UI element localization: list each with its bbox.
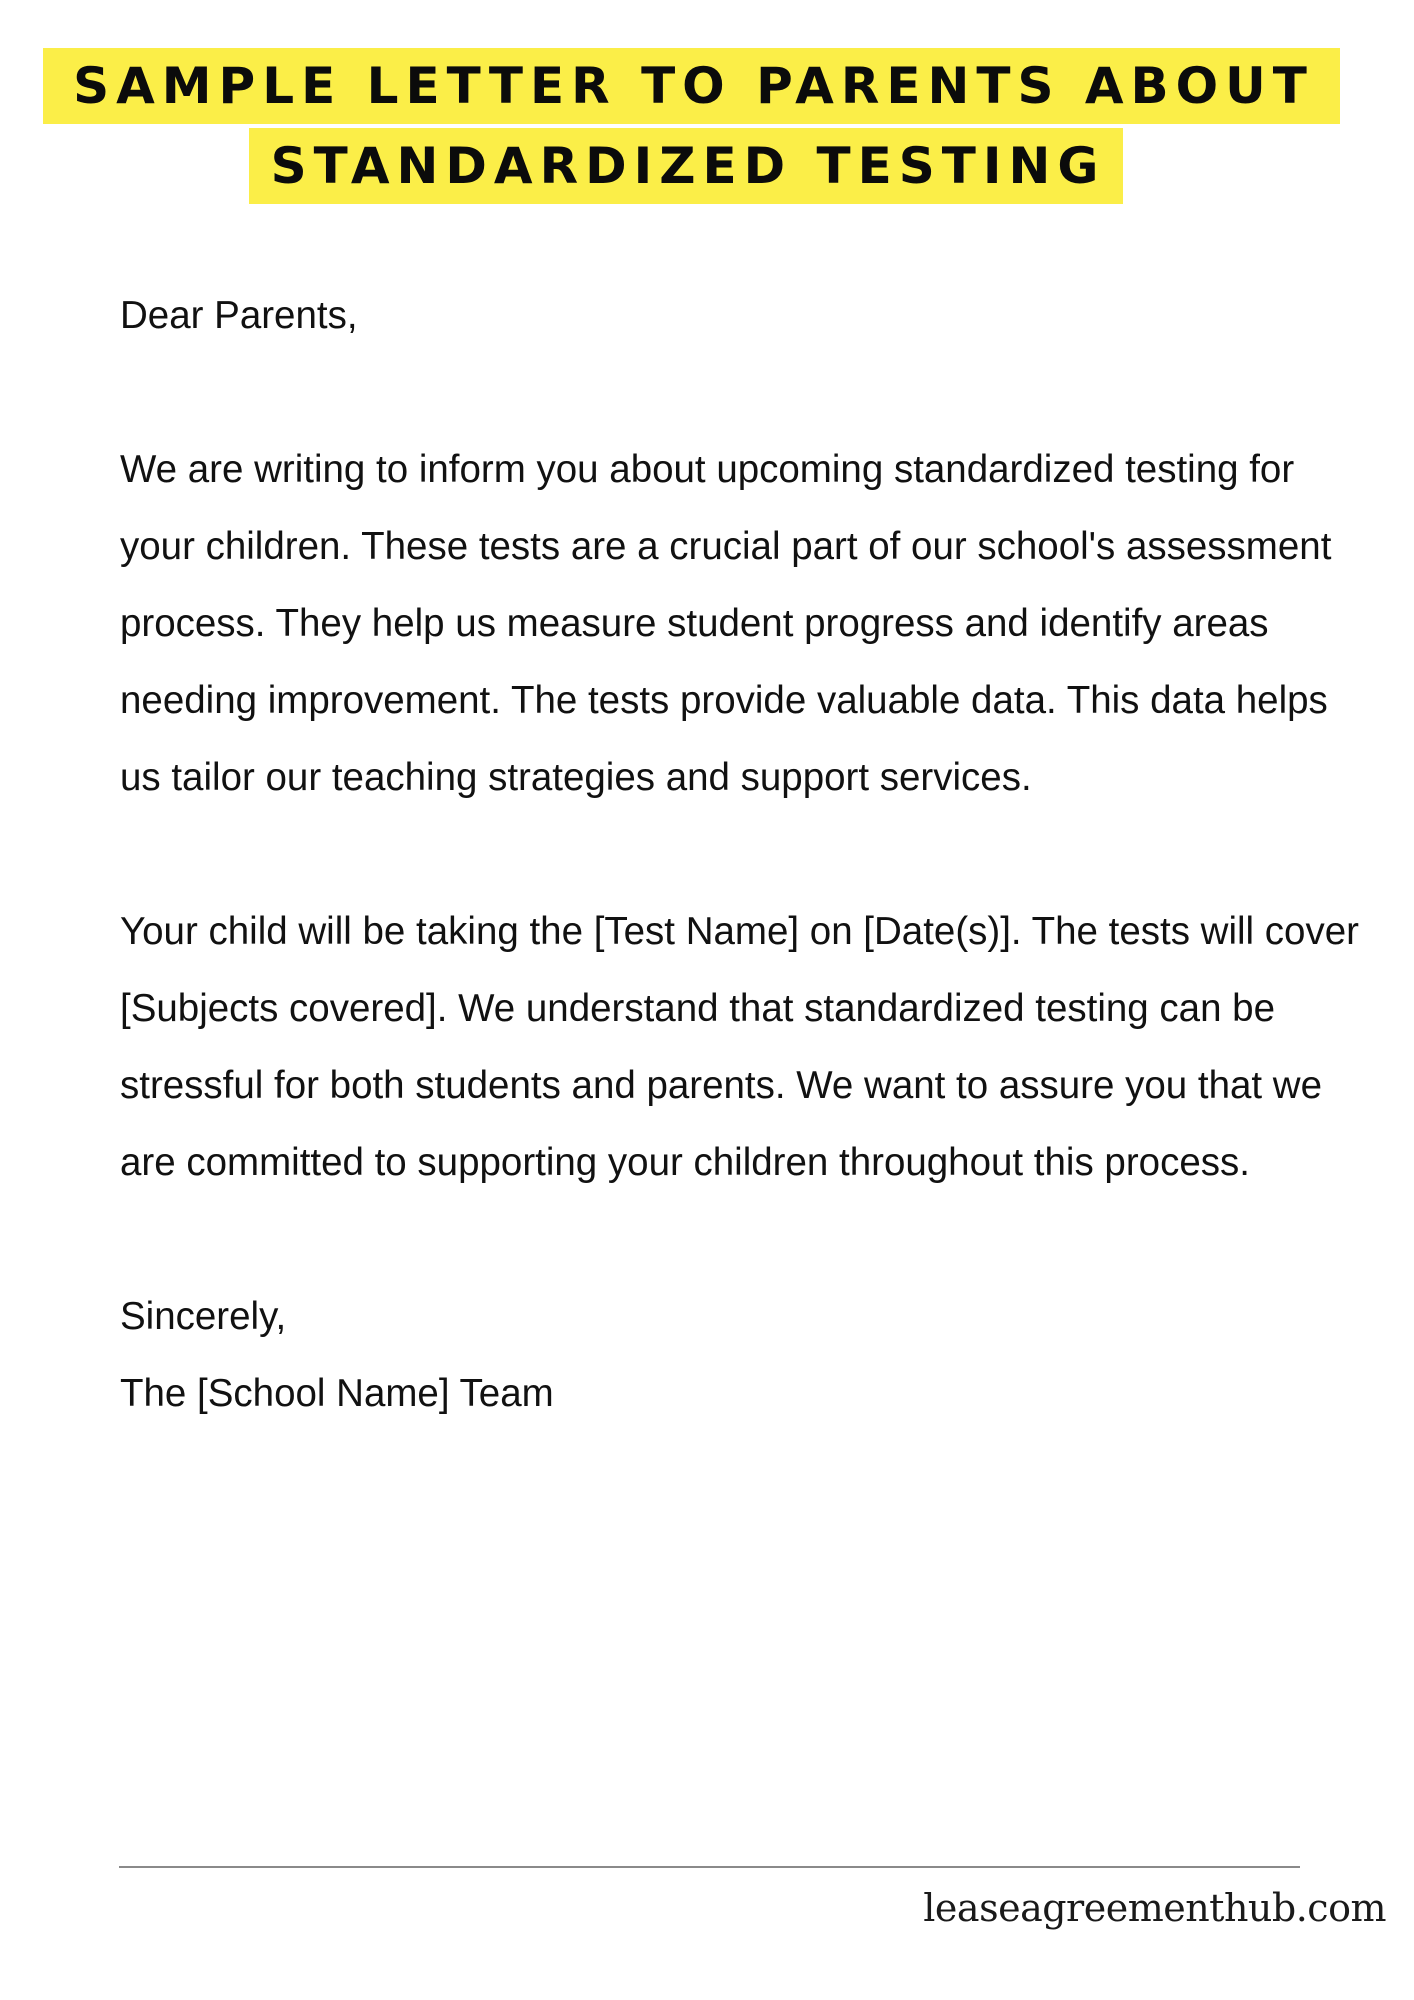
salutation: Dear Parents,: [120, 294, 358, 337]
signature: The [School Name] Team: [120, 1372, 554, 1415]
title-line-1: SAMPLE LETTER TO PARENTS ABOUT: [43, 48, 1340, 124]
paragraph-intro: We are writing to inform you about upcoming standardized testing for your children. These tests are a crucial part of our school's assessment process. They help us measure student progress and identify areas needing improvement. The tests provide valuable data. This data helps us tailor our teaching strategies and support services.: [120, 448, 1332, 799]
closing: Sincerely,: [120, 1295, 287, 1338]
spacer: [120, 354, 1360, 431]
letter-body: [120, 277, 1360, 1432]
footer-site-name: leaseagreementhub.com: [923, 1886, 1386, 1930]
spacer: [120, 1201, 1360, 1278]
title-line-2: STANDARDIZED TESTING: [249, 128, 1123, 204]
paragraph-details: Your child will be taking the [Test Name] on [Date(s)]. The tests will cover [Subjects covered]. We understand that standardized testing can be stressful for both students and parents. We want to assure you that we are committed to supporting your children throughout this process.: [120, 910, 1359, 1184]
footer-divider: [119, 1866, 1300, 1868]
spacer: [120, 816, 1360, 893]
